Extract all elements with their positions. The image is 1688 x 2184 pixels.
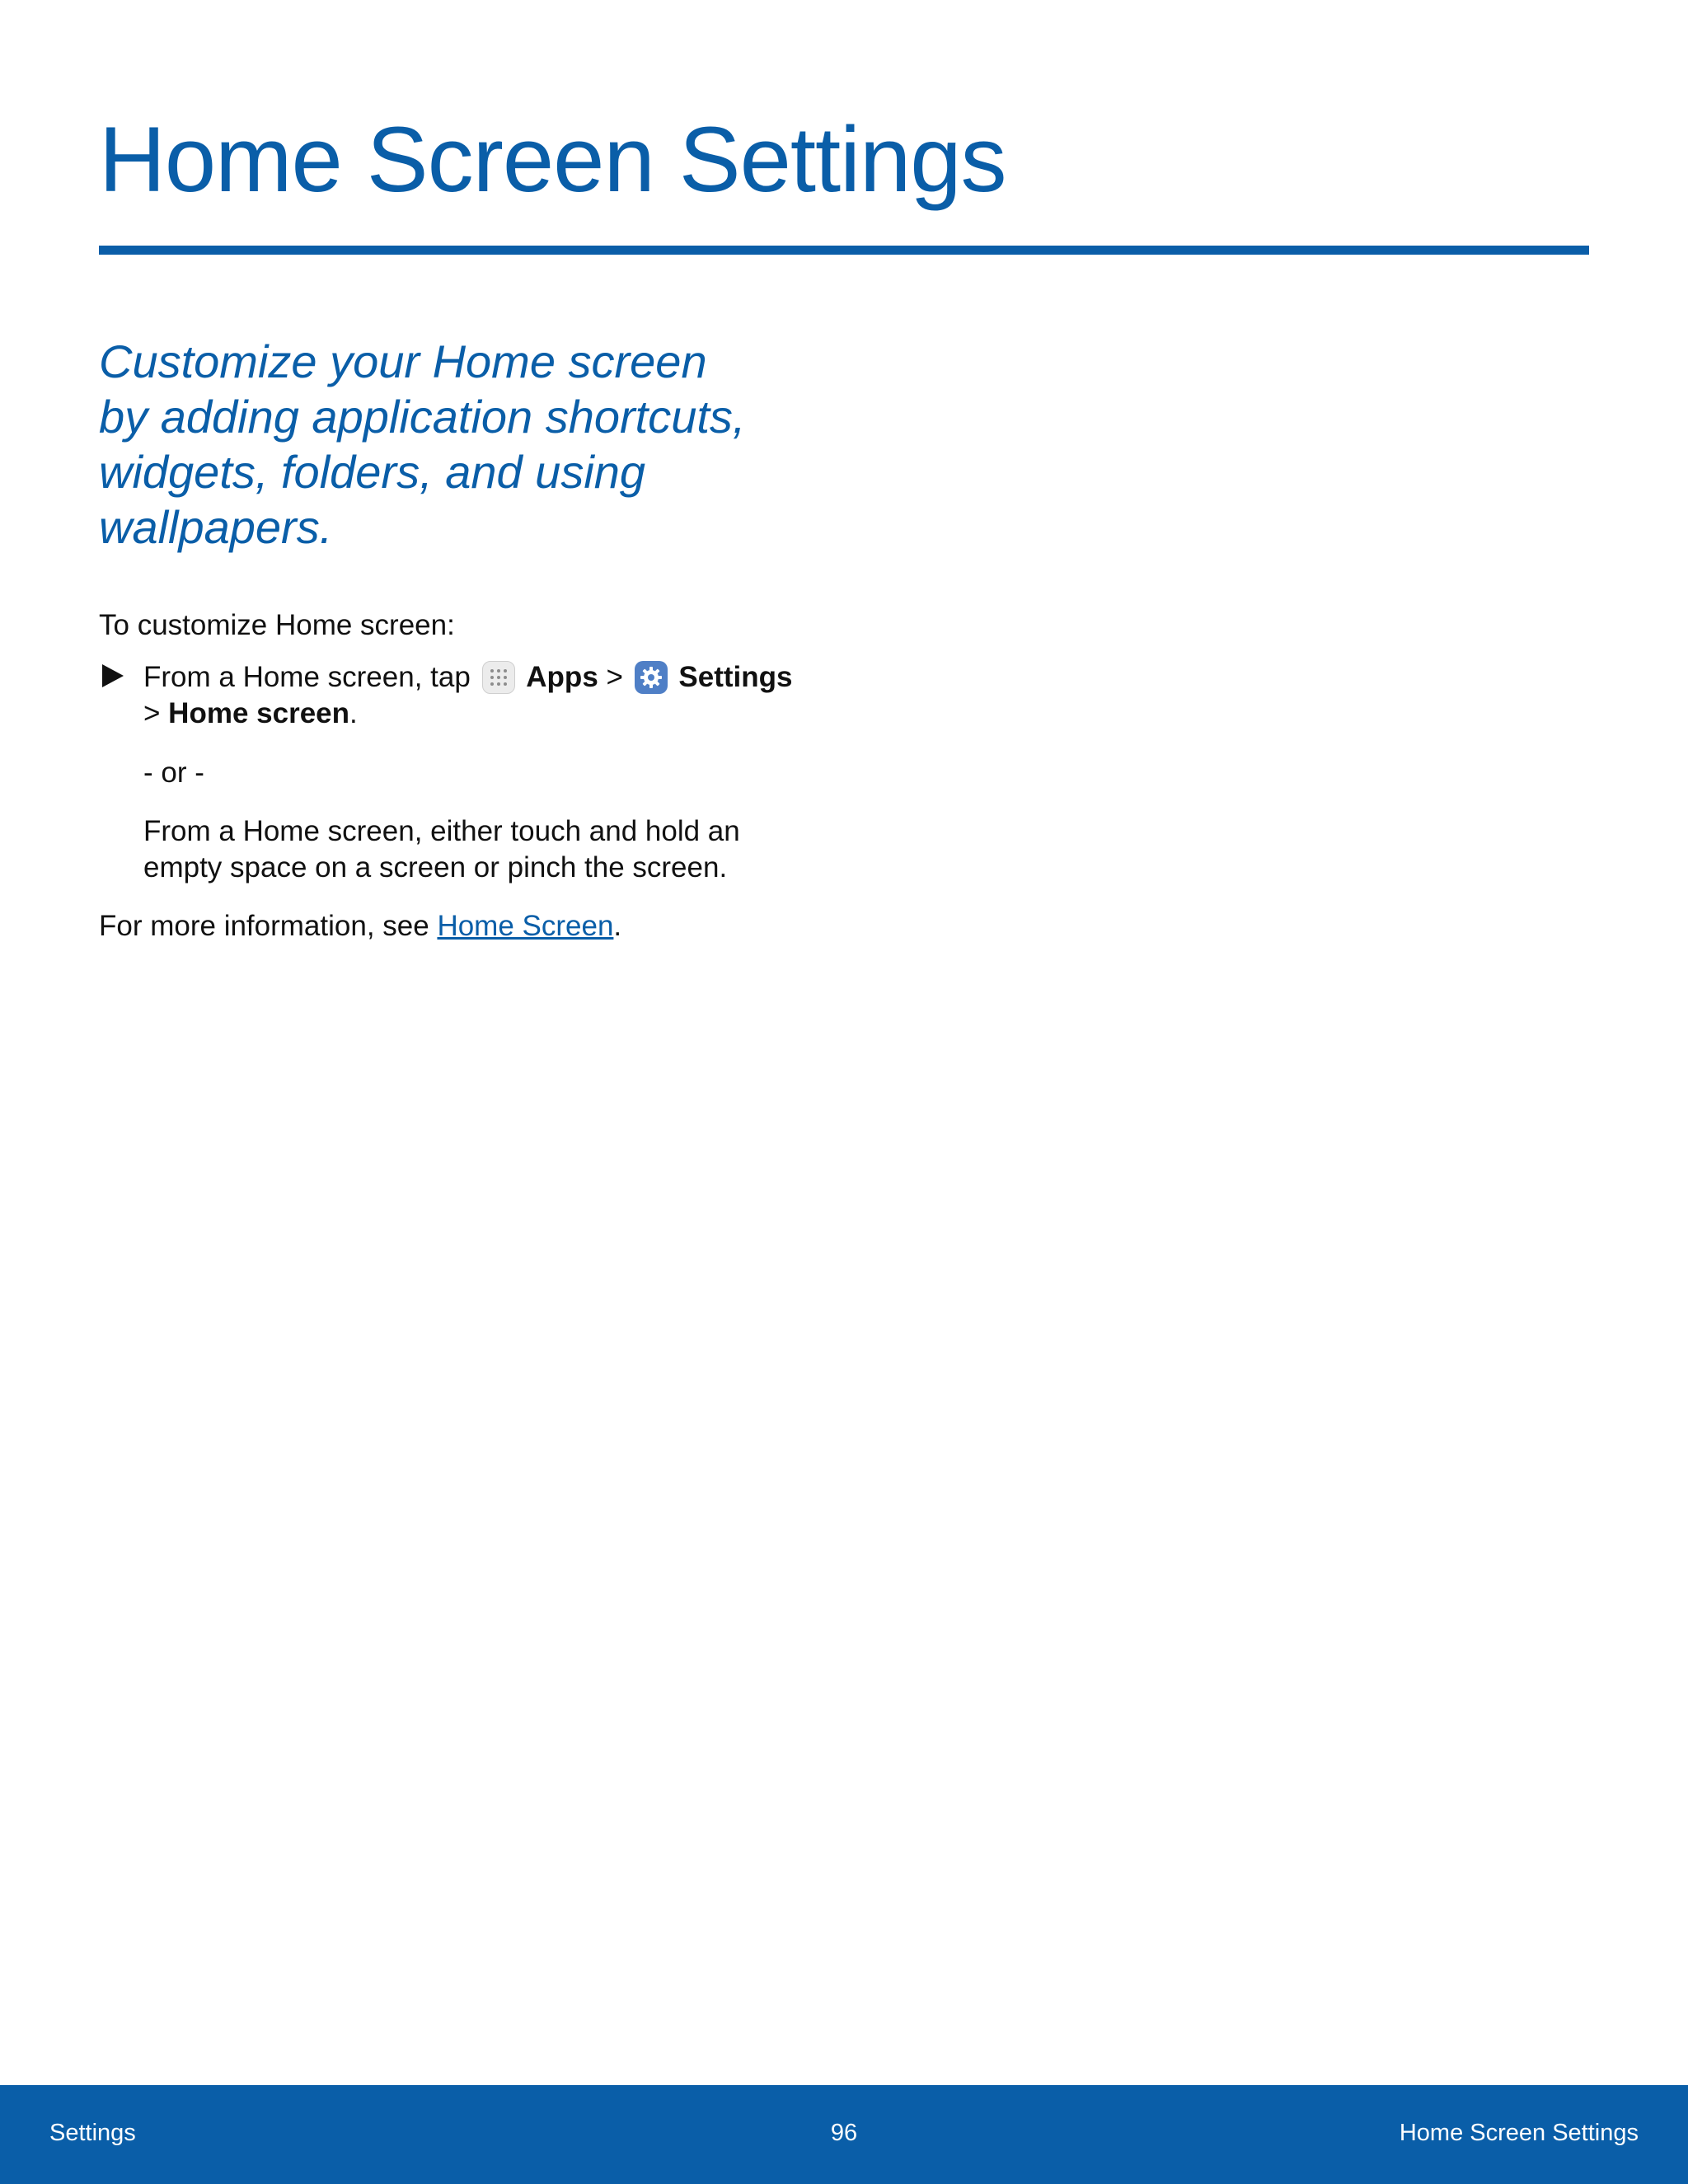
home-screen-label: Home screen [168,697,349,729]
customize-label: To customize Home screen: [99,609,455,641]
apps-icon [482,661,515,694]
step-instruction-line2 [143,696,358,732]
title-divider [99,246,1589,255]
or-separator: - or - [143,757,204,789]
more-info-prefix: For more information, see [99,910,438,942]
footer-chapter-label: Home Screen Settings [1399,2120,1639,2146]
page-title: Home Screen Settings [99,108,1006,211]
page-number: 96 [830,2120,858,2146]
settings-label: Settings [678,661,793,693]
step-separator: > [598,661,631,693]
more-info-text [99,908,621,944]
page-footer [0,2085,1688,2184]
apps-label: Apps [526,661,598,693]
home-screen-link[interactable]: Home Screen [437,910,614,942]
intro-text [99,334,808,555]
intro-line: by adding application shortcuts, [99,391,746,443]
footer-section-label: Settings [49,2120,136,2146]
alt-instruction-line: From a Home screen, either touch and hold an [143,815,740,847]
settings-gear-icon [635,661,668,694]
step-line2-suffix: . [349,697,358,729]
more-info-suffix: . [613,910,622,942]
step-prefix: From a Home screen, tap [143,661,479,693]
intro-line: widgets, folders, and using [99,446,646,498]
intro-line: wallpapers. [99,501,333,553]
intro-line: Customize your Home screen [99,335,707,387]
alt-instruction-line: empty space on a screen or pinch the screen. [143,851,728,883]
arrow-bullet-icon [102,664,124,687]
step-line2-prefix: > [143,697,169,729]
step-instruction [143,659,792,696]
